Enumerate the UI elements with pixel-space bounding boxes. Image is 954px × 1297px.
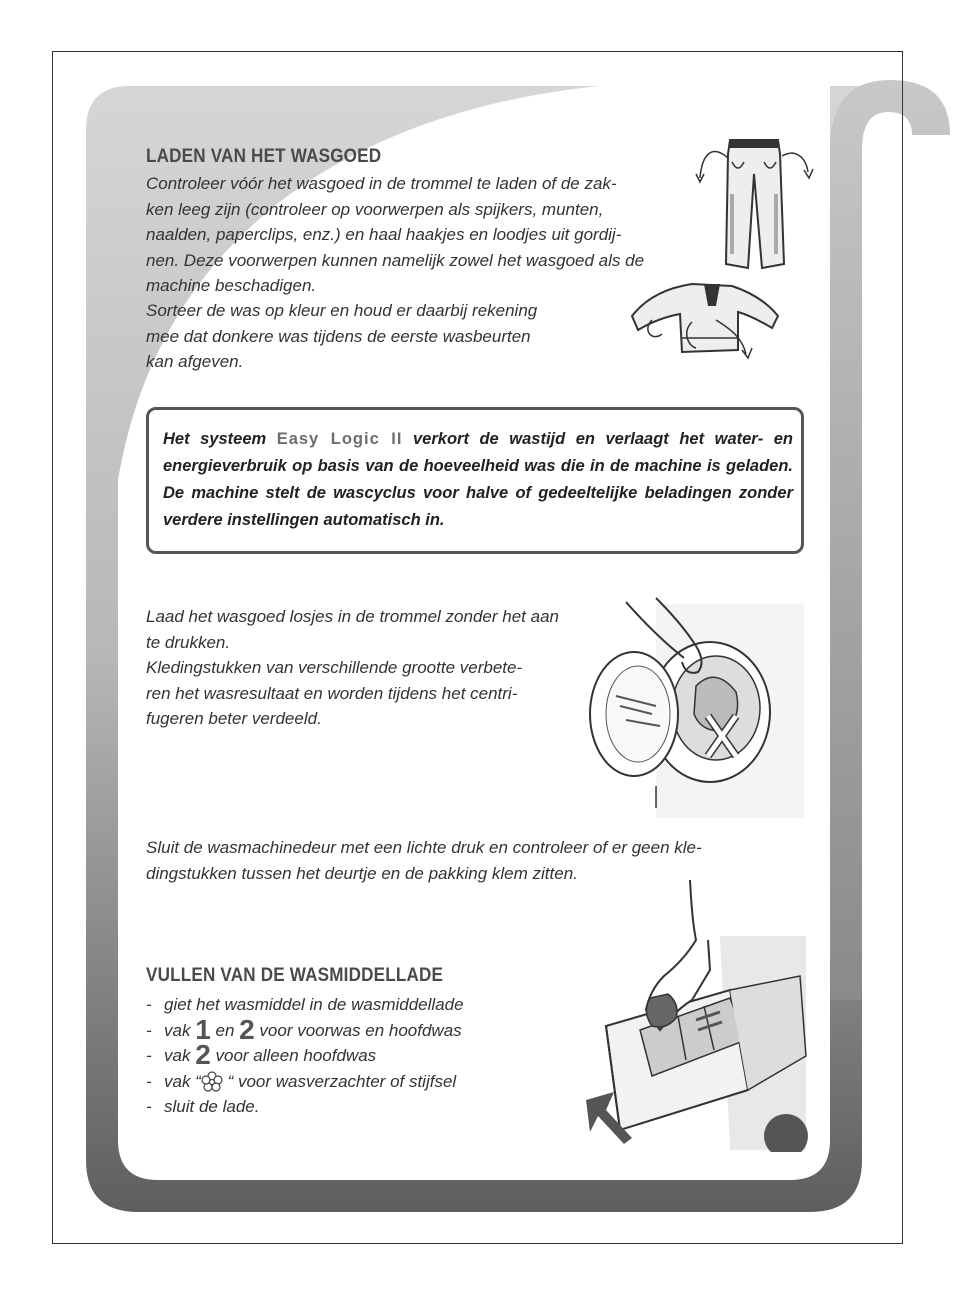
section-title-laden: LADEN VAN HET WASGOED bbox=[146, 146, 382, 167]
compartment-2-number: 2 bbox=[239, 1013, 255, 1045]
detergent-drawer-illustration bbox=[580, 880, 808, 1152]
list-item: - vak “ “ voor wasverzachter of stijfsel bbox=[146, 1071, 457, 1091]
flower-softener-icon bbox=[201, 1071, 223, 1093]
list-item: - vak 2 voor alleen hoofdwas bbox=[146, 1039, 377, 1070]
paragraph-load-loosely: Laad het wasgoed losjes in de trommel zonder het aan te drukken. Kledingstukken van verschillende grootte verbete- ren het wasresultaat en worden tijdens het centri- fugeren beter verdeeld. bbox=[146, 607, 559, 728]
paragraph-check-pockets: Controleer vóór het wasgoed in de trommel te laden of de zak- ken leeg zijn (controleer op voorwerpen als spijkers, munten, naalden, paperclips, enz.) en haal haakjes en loodjes uit gordij- nen. Deze voorwerpen kunnen namelijk zowel het wasgoed als de machine beschadigen. bbox=[146, 174, 645, 295]
section-title-vullen: VULLEN VAN DE WASMIDDELLADE bbox=[146, 965, 444, 986]
jacket-pockets-illustration bbox=[622, 276, 782, 360]
compartment-2-number: 2 bbox=[195, 1039, 211, 1070]
compartment-1-number: 1 bbox=[195, 1013, 211, 1045]
paragraph-close-door: Sluit de wasmachinedeur met een lichte druk en controleer of er geen kle- dingstukken tussen het deurtje en de pakking klem zitten. bbox=[146, 838, 702, 883]
detergent-instructions-list bbox=[146, 992, 464, 1120]
list-item: - giet het wasmiddel in de wasmiddellade bbox=[146, 995, 464, 1014]
trousers-pockets-illustration bbox=[692, 134, 818, 276]
list-item: - vak 1 en 2 voor voorwas en hoofdwas bbox=[146, 1013, 462, 1045]
loading-drum-illustration bbox=[586, 596, 804, 818]
paragraph-sort-laundry: Sorteer de was op kleur en houd er daarbij rekening mee dat donkere was tijdens de eerste wasbeurten kan afgeven. bbox=[146, 301, 538, 371]
easy-logic-brand: Easy Logic II bbox=[276, 430, 403, 448]
list-item: - sluit de lade. bbox=[146, 1097, 260, 1116]
easy-logic-notice-box bbox=[146, 407, 804, 554]
easy-logic-notice-text: Het systeem Easy Logic II verkort de wastijd en verlaagt het water- en energieverbruik op basis van de hoeveelheid was die in de machine is geladen. De machine stelt de wascyclus voor halve of gedeeltelijke beladingen zonder verdere instellingen automatisch in. bbox=[163, 430, 793, 529]
